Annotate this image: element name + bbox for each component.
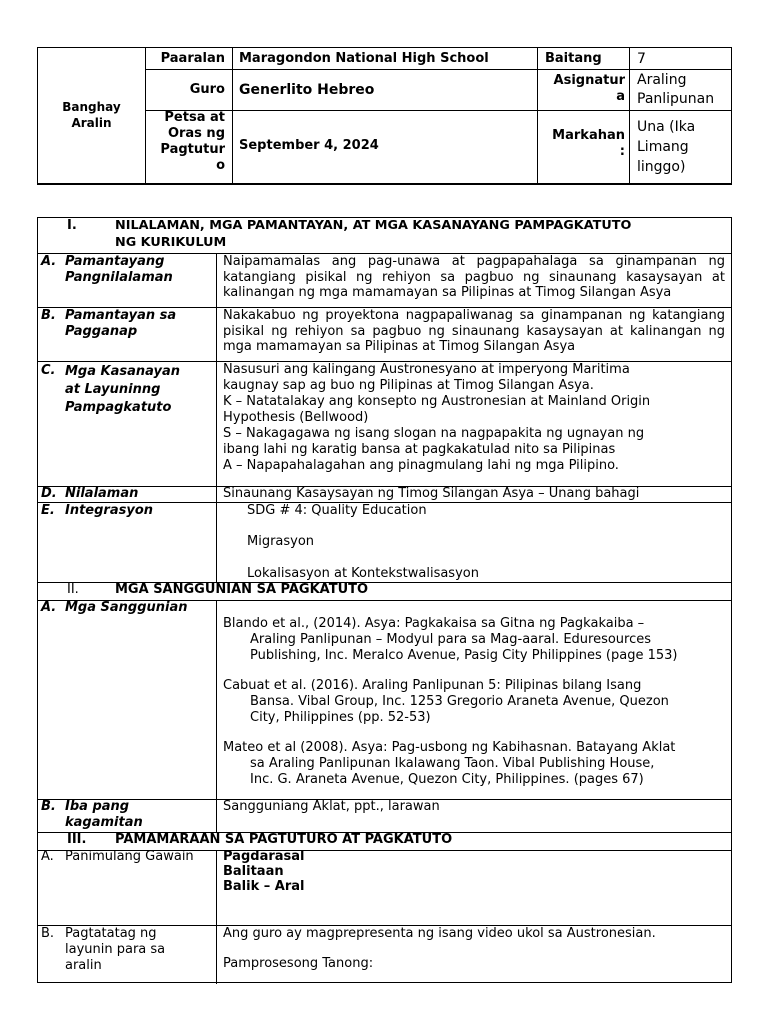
integration-item: Lokalisasyon at Kontekstwalisasyon	[247, 566, 479, 581]
divider	[216, 253, 217, 582]
reference-line: City, Philippines (pp. 52-53)	[250, 710, 431, 725]
reference-line: Blando et al., (2014). Asya: Pagkakaisa sa Gitna ng Pagkakaiba –	[223, 616, 645, 631]
activity-item: Pagdarasal	[223, 849, 305, 864]
layunin-value: Ang guro ay magprepresenta ng isang video ukol sa Austronesian.	[223, 926, 656, 941]
reference-item	[223, 616, 728, 664]
row-a-value: Naipamamalas ang pag-unawa at pagpapahalaga sa ginampanan ng katangiang pisikal ng rehiyon sa pagbuo ng sinaunang kasaysayan at kalinangan ng mga mamamayan sa Pilipinas at Timog Silangan Asya	[223, 254, 725, 301]
section-2-number: II.	[67, 582, 79, 597]
row-d-label: Nilalaman	[65, 486, 139, 501]
row-c-label: Mga Kasanayan at Layuninng Pampagkatuto	[65, 364, 181, 415]
petsa-value: September 4, 2024	[239, 138, 379, 153]
banghay-aralin-label: Banghay Aralin	[62, 100, 121, 130]
section-3-title: PAMAMARAAN SA PAGTUTURO AT PAGKATUTO	[115, 832, 453, 847]
row-b-value: Nakakabuo ng proyektona nagpapaliwanag sa ginampanan ng katangiang pisikal ng rehiyon sa pagbuo ng sinaunang kasaysayan at kalinangan ng mga mamamayan sa Pilipinas at Timog Silangan Asya	[223, 308, 725, 355]
paaralan-label: Paaralan	[160, 51, 225, 66]
integration-item: Migrasyon	[247, 534, 315, 549]
asignatura-label: Asignatur a	[553, 73, 625, 104]
divider	[145, 69, 731, 70]
reference-item	[223, 678, 728, 726]
asignatura-value: Araling Panlipunan	[637, 72, 715, 107]
sanggunian-letter: A.	[41, 600, 57, 615]
row-d-letter: D.	[41, 486, 57, 501]
pamprosesong-tanong: Pamprosesong Tanong:	[223, 956, 374, 971]
activity-item: Balik – Aral	[223, 879, 305, 894]
activity-item: Balitaan	[223, 864, 284, 879]
header-table	[37, 47, 732, 185]
sanggunian-label: Mga Sanggunian	[65, 600, 188, 615]
section-1-title: NILALAMAN, MGA PAMANTAYAN, AT MGA KASANAYANG PAMPAGKATUTO	[115, 218, 632, 233]
markahan-value: Una (Ika Limang linggo)	[637, 119, 696, 175]
kagamitan-value: Sangguniang Aklat, ppt., larawan	[223, 799, 440, 814]
objective-line: Hypothesis (Bellwood)	[223, 410, 369, 425]
row-c-value	[223, 362, 728, 474]
section-1-title-cont: NG KURIKULUM	[115, 235, 227, 250]
layunin-label: Pagtatatag ng layunin para sa aralin	[65, 926, 166, 973]
objective-line: S – Nakagagawa ng isang slogan na nagpapakita ng ugnayan ng	[223, 426, 645, 441]
objective-line: K – Natatalakay ang konsepto ng Austronesian at Mainland Origin	[223, 394, 651, 409]
lesson-table	[37, 217, 732, 983]
guro-value: Generlito Hebreo	[239, 82, 375, 98]
row-e-label: Integrasyon	[65, 503, 154, 518]
paaralan-value: Maragondon National High School	[239, 51, 489, 66]
reference-line: Publishing, Inc. Meralco Avenue, Pasig City Philippines (page 153)	[250, 648, 678, 663]
row-e-letter: E.	[41, 503, 55, 518]
reference-line: Cabuat et al. (2016). Araling Panlipunan 5: Pilipinas bilang Isang	[223, 678, 642, 693]
divider	[145, 110, 731, 111]
reference-line: Araling Panlipunan – Modyul para sa Mag-aaral. Eduresources	[250, 632, 652, 647]
reference-item	[223, 740, 728, 788]
section-1-number: I.	[67, 218, 77, 233]
row-b-letter: B.	[41, 308, 56, 323]
layunin-letter: B.	[41, 926, 55, 941]
baitang-value: 7	[637, 51, 646, 67]
objective-line: Nasusuri ang kalingang Austronesyano at imperyong Maritima	[223, 362, 630, 377]
row-c-letter: C.	[41, 363, 56, 378]
reference-line: Mateo et al (2008). Asya: Pag-usbong ng Kabihasnan. Batayang Aklat	[223, 740, 676, 755]
objective-line: A – Napapahalagahan ang pinagmulang lahi ng mga Pilipino.	[223, 458, 619, 473]
row-d-value: Sinaunang Kasaysayan ng Timog Silangan Asya – Unang bahagi	[223, 486, 640, 501]
row-a-label: Pamantayang Pangnilalaman	[65, 254, 173, 285]
panimula-label: Panimulang Gawain	[65, 849, 194, 864]
kagamitan-letter: B.	[41, 799, 56, 814]
objective-line: ibang lahi ng karatig bansa at pagkakatulad nito sa Pilipinas	[223, 442, 616, 457]
divider	[216, 600, 217, 832]
divider	[216, 850, 217, 984]
reference-line: Inc. G. Araneta Avenue, Quezon City, Philippines. (pages 67)	[250, 772, 644, 787]
panimula-letter: A.	[41, 849, 54, 864]
section-3-number: III.	[67, 832, 87, 847]
reference-line: sa Araling Panlipunan Ikalawang Taon. Vibal Publishing House,	[250, 756, 655, 771]
markahan-label: Markahan :	[552, 128, 625, 159]
reference-line: Bansa. Vibal Group, Inc. 1253 Gregorio Araneta Avenue, Quezon	[250, 694, 669, 709]
section-2-title: MGA SANGGUNIAN SA PAGKATUTO	[115, 582, 369, 597]
kagamitan-label: Iba pang kagamitan	[65, 799, 143, 830]
row-b-label: Pamantayan sa Pagganap	[65, 308, 177, 339]
integration-item: SDG # 4: Quality Education	[247, 503, 427, 518]
objective-line: kaugnay sap ag buo ng Pilipinas at Timog Silangan Asya.	[223, 378, 594, 393]
petsa-label: Petsa at Oras ng Pagtutur o	[160, 110, 225, 173]
row-a-letter: A.	[41, 254, 57, 269]
baitang-label: Baitang	[545, 51, 602, 66]
guro-label: Guro	[189, 82, 225, 97]
